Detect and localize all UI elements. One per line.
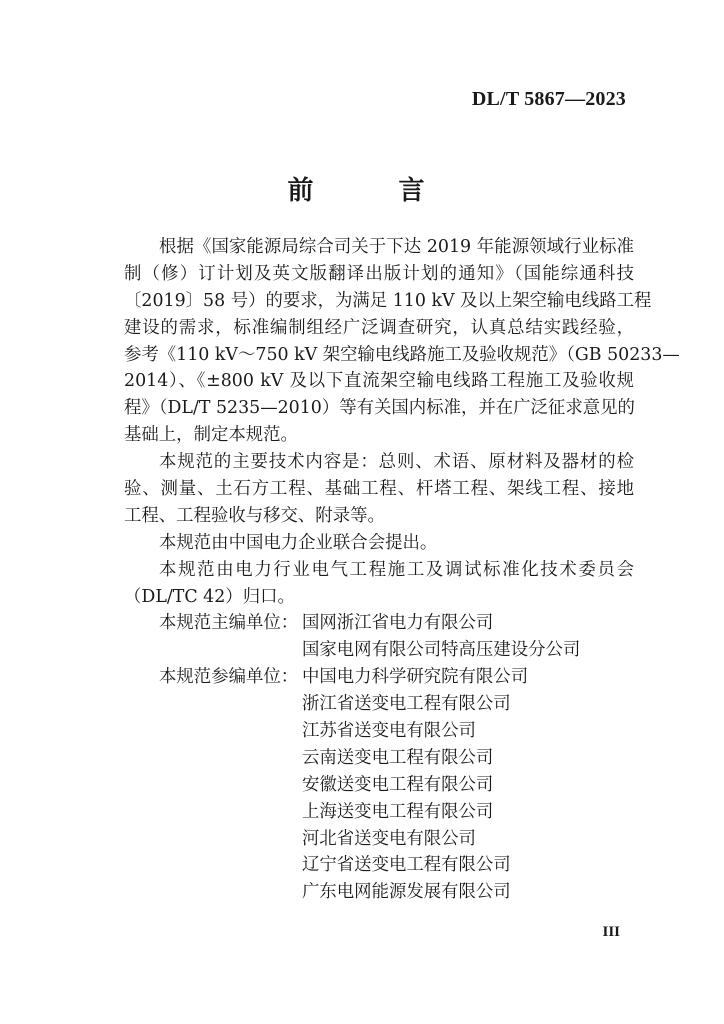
page-title: 前 言 [287,176,463,206]
unit-name: 安徽送变电工程有限公司 [302,774,494,795]
text-line: 本规范的主要技术内容是：总则、术语、原材料及器材的检 [159,452,634,473]
unit-name: 浙江省送变电工程有限公司 [302,694,511,715]
text-line: 制（修）订计划及英文版翻译出版计划的通知》（国能综通科技 [124,263,634,284]
paragraph-1 [124,234,680,449]
paragraph-4 [124,557,634,611]
unit-name: 江苏省送变电有限公司 [302,721,476,742]
text-line: 本规范由中国电力企业联合会提出。 [159,532,438,553]
paragraph-3 [124,530,634,557]
participating-editor-label: 本规范参编单位： [159,667,299,688]
unit-name: 中国电力科学研究院有限公司 [302,667,529,688]
unit-name: 广东电网能源发展有限公司 [302,882,511,903]
preface-body [124,234,680,906]
chief-editor-label: 本规范主编单位： [159,613,299,634]
page-number: III [602,924,620,940]
text-line: 2014）、《±800 kV 及以下直流架空输电线路工程施工及验收规 [124,371,634,392]
unit-name: 云南送变电工程有限公司 [302,747,494,768]
text-line: 工程、工程验收与移交、附录等。 [124,505,385,526]
standard-code: DL/T 5867—2023 [471,88,626,110]
unit-name: 上海送变电工程有限公司 [302,801,494,822]
text-line: 参考《110 kV～750 kV 架空输电线路施工及验收规范》（GB 50233— [124,344,680,365]
text-line: 程》（DL/T 5235—2010）等有关国内标准，并在广泛征求意见的 [124,398,635,419]
chief-editor-units [124,610,634,664]
text-line: 验、测量、土石方工程、基础工程、杆塔工程、架线工程、接地 [124,479,634,500]
unit-name: 辽宁省送变电工程有限公司 [302,855,511,876]
text-line: （DL/TC 42）归口。 [124,586,295,607]
unit-name: 国家电网有限公司特高压建设分公司 [302,640,581,661]
paragraph-2 [124,449,634,530]
unit-name: 河北省送变电有限公司 [302,828,476,849]
text-line: 根据《国家能源局综合司关于下达 2019 年能源领域行业标准 [159,237,634,257]
text-line: 〔2019〕58 号）的要求，为满足 110 kV 及以上架空输电线路工程 [124,290,652,311]
text-line: 本规范由电力行业电气工程施工及调试标准化技术委员会 [159,559,634,580]
participating-editor-units [124,664,634,906]
unit-name: 国网浙江省电力有限公司 [302,613,494,634]
text-line: 建设的需求，标准编制组经广泛调查研究，认真总结实践经验， [124,317,634,338]
text-line: 基础上，制定本规范。 [124,425,298,446]
